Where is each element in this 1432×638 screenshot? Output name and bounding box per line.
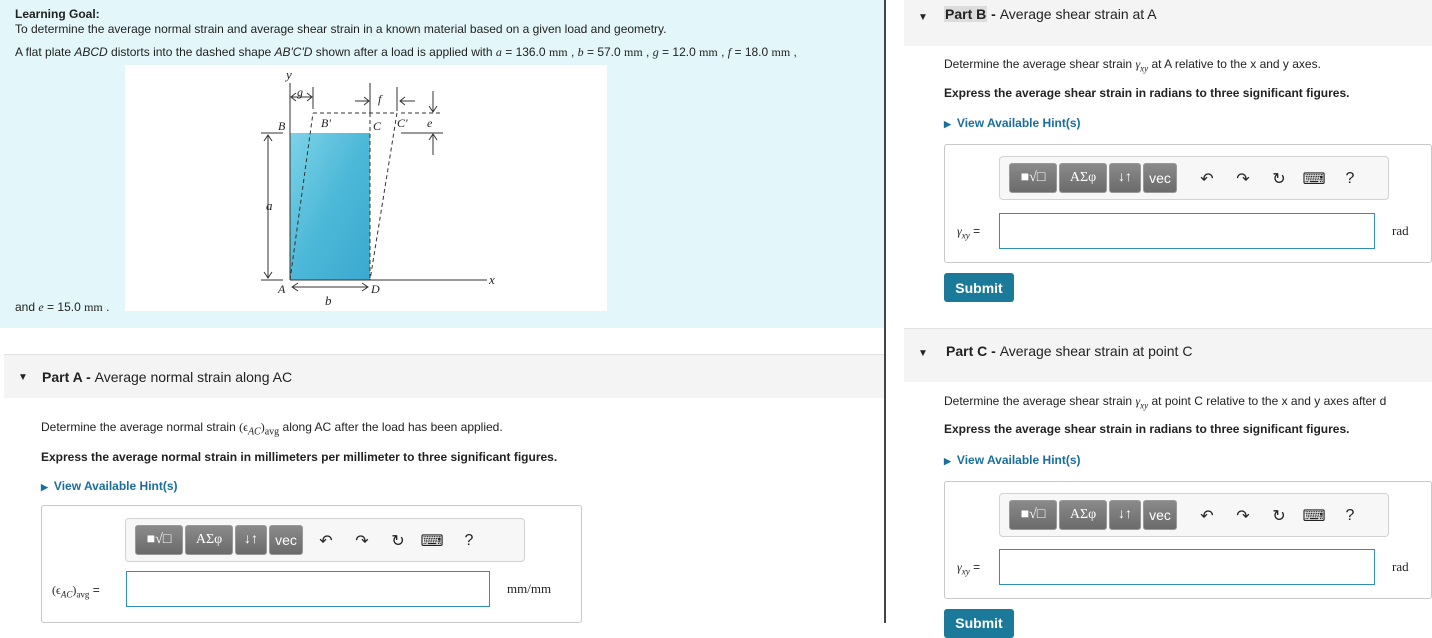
part-c-answer-box	[944, 481, 1432, 599]
vec-button[interactable]: vec	[1143, 500, 1177, 530]
part-a-unit: mm/mm	[507, 581, 552, 596]
strain-symbol: (ϵ	[239, 420, 248, 434]
unit-mm: mm	[771, 45, 791, 59]
learning-goal-description: To determine the average normal strain and average shear strain in a known material based on a given load and geometry.	[15, 22, 667, 36]
question-text: along AC after the load has been applied.	[279, 420, 503, 434]
undo-icon[interactable]: ↶	[319, 533, 333, 550]
gamma-subscript: xy	[961, 566, 970, 577]
part-b-title: Part B - Average shear strain at A	[945, 6, 1157, 22]
vec-button[interactable]: vec	[1143, 163, 1177, 193]
arrows-button[interactable]: ↓↑	[1109, 163, 1141, 193]
collapse-triangle-icon[interactable]: ▼	[18, 372, 28, 383]
gamma-subscript: xy	[961, 230, 970, 241]
part-b-letter: B	[976, 6, 987, 22]
part-b-answer-box	[944, 144, 1432, 263]
help-icon[interactable]: ?	[1345, 170, 1355, 187]
value-f: 18.0	[744, 45, 769, 59]
part-a-question	[41, 420, 503, 437]
hint-caret-icon: ▶	[944, 456, 951, 466]
plate-figure	[125, 65, 607, 311]
label-x: x	[489, 272, 495, 287]
part-a-toolbar	[125, 518, 525, 562]
part-a-title: Part A - Average normal strain along AC	[42, 369, 293, 385]
equals-sign: =	[973, 224, 981, 238]
part-a-letter: Part A	[42, 369, 83, 385]
label-f: f	[378, 92, 382, 106]
dashed-name: AB'C'D	[274, 45, 313, 59]
label-B: B	[278, 119, 286, 133]
keyboard-icon[interactable]: ⌨	[1302, 508, 1326, 525]
part-c-toolbar	[999, 493, 1389, 537]
keyboard-icon[interactable]: ⌨	[420, 533, 444, 550]
part-a-answer-box	[41, 505, 582, 623]
part-c-unit: rad	[1392, 559, 1409, 574]
part-c-question	[944, 394, 1386, 410]
label-a: a	[266, 198, 273, 213]
keyboard-icon[interactable]: ⌨	[1302, 171, 1326, 188]
hint-label: View Available Hint(s)	[956, 116, 1081, 130]
greek-button[interactable]: ΑΣφ	[1059, 500, 1107, 530]
question-text: Determine the average shear strain	[944, 57, 1136, 71]
learning-goal-givens: A flat plate ABCD distorts into the dashed shape AB'C'D shown after a load is applied with a = 136.0 mm , b = 57.0 mm , g = 12.0 mm , f = 18.0 mm ,	[15, 45, 797, 59]
value-e: 15.0	[57, 300, 81, 314]
part-c-header[interactable]	[904, 328, 1432, 382]
templates-button[interactable]: ■√□	[1009, 500, 1057, 530]
gamma-symbol: γ	[957, 224, 962, 238]
part-c-hint-link[interactable]	[944, 453, 1081, 467]
plate-name: ABCD	[74, 45, 108, 59]
learning-goal-title: Learning Goal:	[15, 7, 100, 21]
part-b-question	[944, 57, 1321, 73]
hint-caret-icon: ▶	[944, 119, 951, 129]
plate-abcd	[290, 133, 370, 280]
part-b-header[interactable]	[904, 0, 1432, 46]
question-text: at A relative to the x and y axes.	[1148, 57, 1321, 71]
value-g: 12.0	[672, 45, 696, 59]
given-text: shown after a load is applied with	[312, 45, 496, 59]
dashed-edge-cd	[370, 113, 397, 280]
part-c-letter: Part C	[946, 343, 988, 359]
arrows-button[interactable]: ↓↑	[1109, 500, 1141, 530]
equals-sign: =	[973, 560, 981, 574]
redo-icon[interactable]: ↷	[1236, 171, 1250, 188]
reset-icon[interactable]: ↻	[1272, 171, 1286, 188]
arrows-button[interactable]: ↓↑	[235, 525, 267, 555]
avg-subscript: avg	[264, 426, 280, 438]
part-b-unit: rad	[1392, 223, 1409, 238]
redo-icon[interactable]: ↷	[355, 533, 369, 550]
part-c-answer-input[interactable]	[999, 549, 1375, 585]
redo-icon[interactable]: ↷	[1236, 508, 1250, 525]
learning-goal-tail: and e = 15.0 mm .	[15, 300, 110, 314]
value-a: 136.0	[515, 45, 546, 59]
given-text: distorts into the dashed shape	[107, 45, 275, 59]
part-a-answer-label: $(\epsilon_{AC})_{avg}$ =	[52, 583, 100, 600]
part-b-title-text: Average shear strain at A	[999, 6, 1157, 22]
label-C: C	[373, 119, 382, 133]
part-c-instruction: Express the average shear strain in radians to three significant figures.	[944, 422, 1350, 436]
part-b-submit-button[interactable]: Submit	[944, 273, 1014, 302]
strain-close: )	[260, 420, 265, 434]
label-e: e	[427, 116, 433, 130]
part-a-answer-input[interactable]	[126, 571, 490, 607]
reset-icon[interactable]: ↻	[1272, 508, 1286, 525]
greek-button[interactable]: ΑΣφ	[185, 525, 233, 555]
question-text: Determine the average shear strain	[944, 394, 1136, 408]
part-c-title: Part C - Average shear strain at point C	[946, 343, 1193, 359]
part-b-hint-link[interactable]	[944, 116, 1081, 130]
greek-button[interactable]: ΑΣφ	[1059, 163, 1107, 193]
gamma-subscript: xy	[1140, 63, 1149, 74]
part-a-hint-link[interactable]	[41, 479, 178, 493]
panel-divider	[884, 0, 886, 623]
collapse-triangle-icon[interactable]: ▼	[918, 12, 928, 23]
vec-button[interactable]: vec	[269, 525, 303, 555]
part-a-title-text: Average normal strain along AC	[94, 369, 293, 385]
undo-icon[interactable]: ↶	[1200, 508, 1214, 525]
unit-mm: mm	[624, 45, 643, 59]
strain-symbol: (ϵ	[52, 583, 61, 597]
gamma-symbol: γ	[1135, 57, 1141, 71]
given-text: A flat plate	[15, 45, 75, 59]
unit-mm: mm	[699, 45, 718, 59]
and-text: and	[15, 300, 36, 314]
equals-sign: =	[92, 583, 100, 597]
part-a-header[interactable]	[4, 354, 884, 398]
var-f: f	[727, 45, 732, 59]
part-c-submit-button[interactable]: Submit	[944, 609, 1014, 638]
part-b-answer-input[interactable]	[999, 213, 1375, 249]
strain-subscript: AC	[60, 589, 73, 600]
hint-label: View Available Hint(s)	[53, 479, 178, 493]
label-C-prime: C'	[397, 116, 408, 130]
templates-button[interactable]: ■√□	[135, 525, 183, 555]
part-b-instruction: Express the average shear strain in radians to three significant figures.	[944, 86, 1350, 100]
part-b-word: Part	[945, 6, 973, 22]
reset-icon[interactable]: ↻	[391, 533, 405, 550]
gamma-subscript: xy	[1140, 400, 1149, 411]
collapse-triangle-icon[interactable]: ▼	[918, 348, 928, 359]
help-icon[interactable]: ?	[464, 532, 474, 549]
var-g: g	[652, 45, 659, 59]
var-e: e	[38, 300, 44, 314]
label-B-prime: B'	[321, 116, 331, 130]
label-g: g	[297, 85, 303, 99]
part-b-answer-label	[957, 224, 980, 240]
var-a: a	[495, 45, 502, 59]
learning-goal-panel	[0, 0, 884, 328]
var-b: b	[577, 45, 584, 59]
hint-label: View Available Hint(s)	[956, 453, 1081, 467]
gamma-symbol: γ	[957, 560, 962, 574]
undo-icon[interactable]: ↶	[1200, 171, 1214, 188]
help-icon[interactable]: ?	[1345, 507, 1355, 524]
avg-subscript: avg	[76, 589, 90, 600]
label-y: y	[286, 67, 292, 82]
part-c-title-text: Average shear strain at point C	[999, 343, 1193, 359]
plate-diagram	[125, 65, 607, 311]
value-b: 57.0	[597, 45, 621, 59]
unit-mm: mm	[548, 45, 568, 59]
templates-button[interactable]: ■√□	[1009, 163, 1057, 193]
part-a-instruction: Express the average normal strain in millimeters per millimeter to three significant figures.	[41, 450, 558, 464]
label-b: b	[325, 293, 332, 308]
hint-caret-icon: ▶	[41, 482, 48, 492]
strain-subscript: AC	[247, 426, 261, 438]
label-D: D	[371, 282, 380, 296]
gamma-symbol: γ	[1135, 394, 1141, 408]
question-text: at point C relative to the x and y axes after d	[1148, 394, 1387, 408]
question-text: Determine the average normal strain	[41, 420, 240, 434]
part-c-answer-label	[957, 560, 980, 576]
label-A: A	[278, 282, 286, 296]
unit-mm: mm	[84, 300, 103, 314]
part-b-toolbar	[999, 156, 1389, 200]
